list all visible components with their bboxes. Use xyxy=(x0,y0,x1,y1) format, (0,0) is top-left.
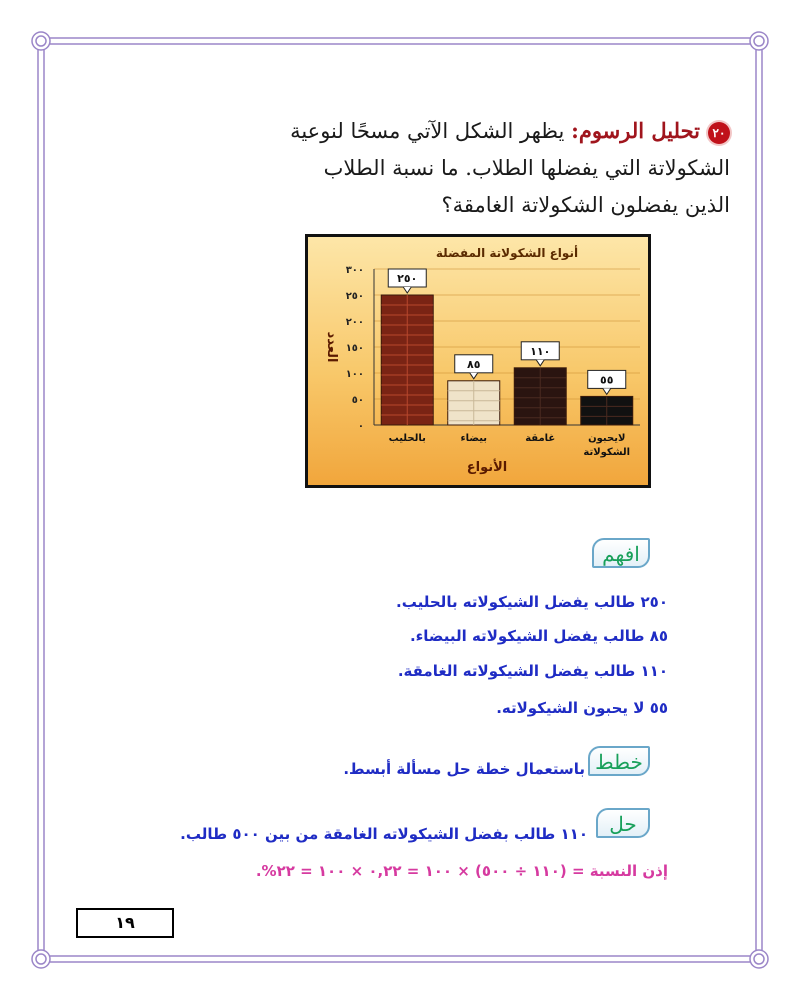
understand-line-2: ٨٥ طالب يفضل الشيكولاته البيضاء. xyxy=(409,627,668,645)
category-label: بيضاء xyxy=(460,433,488,444)
value-callout-pointer xyxy=(603,388,611,394)
plan-line: باستعمال خطة حل مسألة أبسط. xyxy=(343,760,585,778)
y-tick-label: ٥٠ xyxy=(351,395,364,406)
value-label: ٢٥٠ xyxy=(397,272,418,285)
value-label: ٨٥ xyxy=(467,357,481,371)
value-callout-pointer xyxy=(403,287,411,293)
value-callout-pointer xyxy=(470,373,478,379)
understand-line-1: ٢٥٠ طالب يفضل الشيكولاته بالحليب. xyxy=(396,593,668,611)
problem-statement xyxy=(170,112,730,224)
problem-text-2: الشكولاتة التي يفضلها الطلاب. ما نسبة الطلاب xyxy=(323,156,730,180)
y-tick-label: ١٥٠ xyxy=(345,343,364,354)
solve-line: ١١٠ طالب بفضل الشيكولاته الغامقة من بين ٥٠٠ طالب. xyxy=(180,825,588,843)
bar-chart xyxy=(308,237,648,485)
y-tick-label: ٢٥٠ xyxy=(345,291,364,302)
understand-tag: افهم xyxy=(592,538,650,568)
y-tick-label: ٢٠٠ xyxy=(345,317,364,328)
problem-text-3: الذين يفضلون الشكولاتة الغامقة؟ xyxy=(441,193,730,217)
category-label: غامقة xyxy=(525,433,556,444)
problem-text-1: يظهر الشكل الآتي مسحًا لنوعية xyxy=(290,119,565,143)
chart-container xyxy=(305,234,651,488)
plan-tag: خطط xyxy=(588,746,650,776)
solve-result: إذن النسبة = (١١٠ ÷ ٥٠٠) × ١٠٠ = ٠,٢٢ × ١٠٠ = ٢٢%. xyxy=(255,862,668,880)
category-label: بالحليب xyxy=(388,433,426,444)
value-callout-pointer xyxy=(536,360,544,366)
y-tick-label: ١٠٠ xyxy=(345,369,364,380)
y-tick-label: ٣٠٠ xyxy=(345,265,364,276)
category-label: الشكولاتة xyxy=(583,447,631,458)
problem-heading: تحليل الرسوم: xyxy=(571,118,700,143)
value-label: ١١٠ xyxy=(530,344,551,358)
understand-line-3: ١١٠ طالب يفضل الشيكولاته الغامقة. xyxy=(397,662,668,680)
value-label: ٥٥ xyxy=(600,373,614,387)
chart-title: أنواع الشكولاتة المفضلة xyxy=(435,246,579,260)
category-label: لايحبون xyxy=(588,433,626,444)
problem-number-badge: ٢٠ xyxy=(708,122,730,144)
x-axis-label: الأنواع xyxy=(466,460,508,475)
y-axis-label: العدد xyxy=(324,331,339,363)
solve-tag: حل xyxy=(596,808,650,838)
y-tick-label: ٠ xyxy=(357,421,364,432)
problem-line-1 xyxy=(170,112,730,150)
understand-line-4: ٥٥ لا يحبون الشيكولاته. xyxy=(496,699,668,717)
page-number: ١٩ xyxy=(76,908,174,938)
